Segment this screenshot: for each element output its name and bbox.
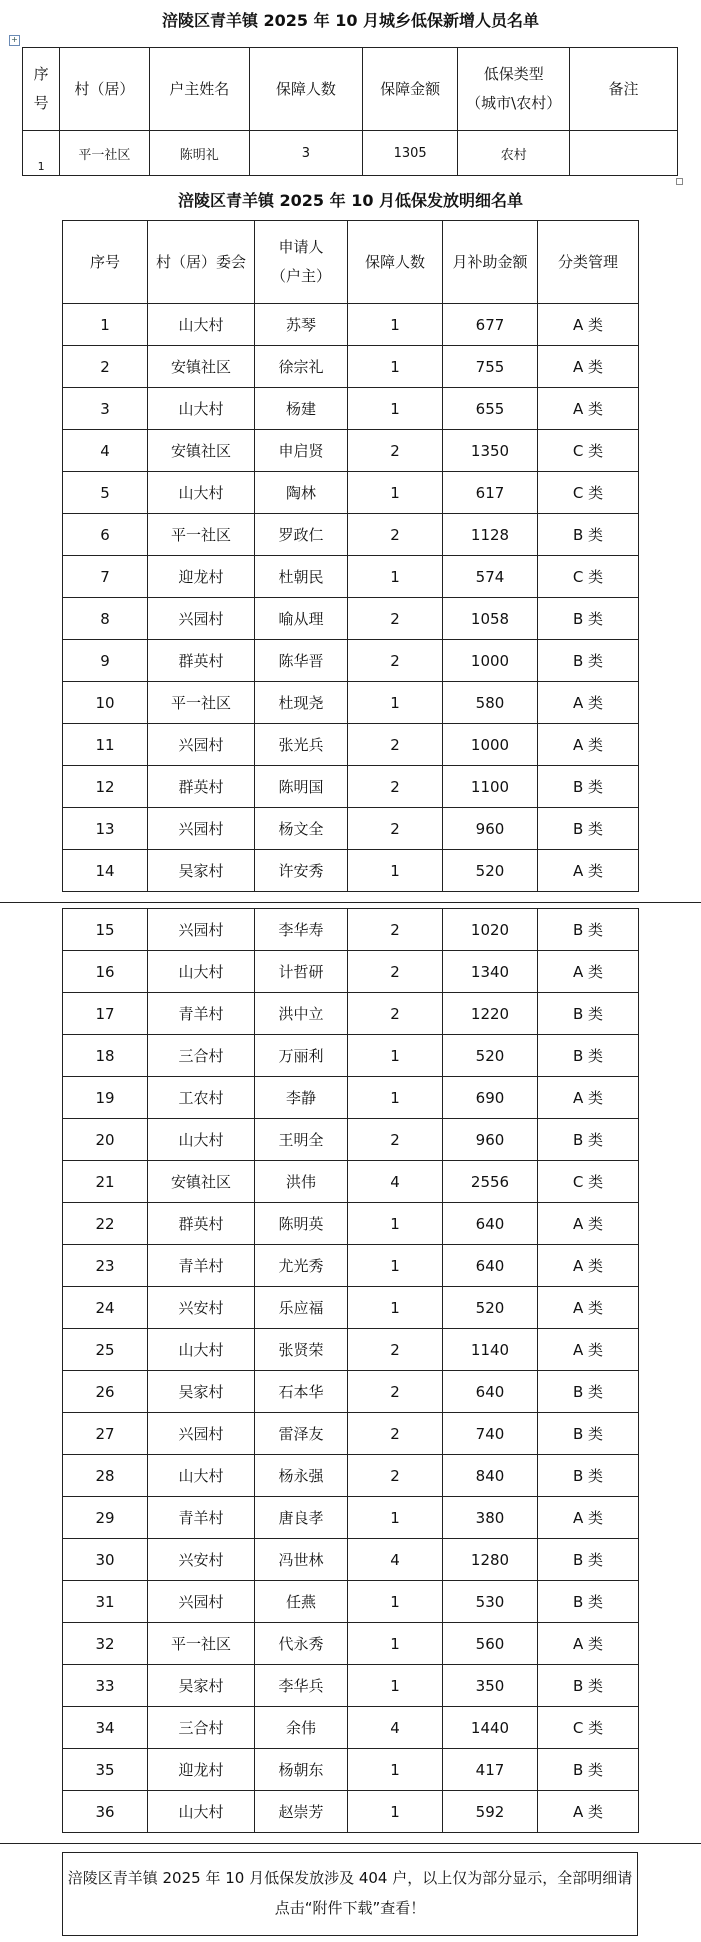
table-cell: 29 [63, 1497, 148, 1539]
table-cell: 19 [63, 1077, 148, 1119]
table-cell: C 类 [538, 430, 639, 472]
table-cell: 洪伟 [255, 1161, 348, 1203]
table-cell: 工农村 [148, 1077, 255, 1119]
table-cell: 吴家村 [148, 850, 255, 892]
table-cell: 兴园村 [148, 598, 255, 640]
table-cell: 群英村 [148, 1203, 255, 1245]
table-cell: 1 [348, 850, 443, 892]
table-cell: 兴安村 [148, 1287, 255, 1329]
table-cell: 15 [63, 909, 148, 951]
table-cell: A 类 [538, 1791, 639, 1833]
table-cell: 36 [63, 1791, 148, 1833]
table2-header-cell: 保障人数 [348, 221, 443, 304]
table2-header-cell: 分类管理 [538, 221, 639, 304]
table-cell: 2 [348, 1371, 443, 1413]
table-cell: 1 [348, 388, 443, 430]
table-cell: 2 [348, 951, 443, 993]
table-cell: 560 [443, 1623, 538, 1665]
table-cell: 520 [443, 1287, 538, 1329]
table-cell: B 类 [538, 1413, 639, 1455]
table-row [63, 1623, 639, 1665]
table1-header-cell: 保障金额 [362, 48, 458, 131]
table-cell: A 类 [538, 1203, 639, 1245]
table-cell: 3 [63, 388, 148, 430]
table-cell: 16 [63, 951, 148, 993]
table-cell: 苏琴 [255, 304, 348, 346]
table-cell: A 类 [538, 388, 639, 430]
table-cell: 640 [443, 1371, 538, 1413]
table-cell: A 类 [538, 951, 639, 993]
table-cell: 20 [63, 1119, 148, 1161]
table-cell: B 类 [538, 514, 639, 556]
table-cell: 2 [348, 808, 443, 850]
table-cell: 唐良孝 [255, 1497, 348, 1539]
table-cell: 安镇社区 [148, 1161, 255, 1203]
table-cell: 755 [443, 346, 538, 388]
table-cell: C 类 [538, 1161, 639, 1203]
table-cell: 平一社区 [148, 1623, 255, 1665]
table-cell: 1 [348, 472, 443, 514]
table1-header-cell: 低保类型 （城市\农村） [458, 48, 570, 131]
table-cell: 2 [348, 430, 443, 472]
table-cell: 张贤荣 [255, 1329, 348, 1371]
table-cell: 平一社区 [148, 682, 255, 724]
table-cell: B 类 [538, 766, 639, 808]
table-cell: 7 [63, 556, 148, 598]
table-cell: 690 [443, 1077, 538, 1119]
table-cell: 2 [348, 724, 443, 766]
table-row [63, 1371, 639, 1413]
table-cell: 李华寿 [255, 909, 348, 951]
table-cell: 26 [63, 1371, 148, 1413]
table-cell: 王明全 [255, 1119, 348, 1161]
table-cell: 杨永强 [255, 1455, 348, 1497]
table-cell: 34 [63, 1707, 148, 1749]
table-row [63, 1035, 639, 1077]
table-cell: 乐应福 [255, 1287, 348, 1329]
table-cell: 1 [348, 346, 443, 388]
table-row [63, 1749, 639, 1791]
table-cell: 1305 [362, 131, 458, 176]
table-cell: 574 [443, 556, 538, 598]
table-cell: 1 [63, 304, 148, 346]
table-row [63, 1539, 639, 1581]
table-cell: 2 [348, 909, 443, 951]
table-row [63, 1203, 639, 1245]
table-cell: 1140 [443, 1329, 538, 1371]
table-cell: 余伟 [255, 1707, 348, 1749]
table-row [63, 640, 639, 682]
table-cell: 2 [348, 1329, 443, 1371]
table-cell: 380 [443, 1497, 538, 1539]
table2-header-cell: 序号 [63, 221, 148, 304]
table-cell: 吴家村 [148, 1371, 255, 1413]
table-cell: 655 [443, 388, 538, 430]
table-cell: 840 [443, 1455, 538, 1497]
table-cell: 31 [63, 1581, 148, 1623]
table-cell: A 类 [538, 1329, 639, 1371]
table-row [63, 1329, 639, 1371]
table-cell: B 类 [538, 909, 639, 951]
table-row [63, 1791, 639, 1833]
table-cell: B 类 [538, 993, 639, 1035]
table-cell: 12 [63, 766, 148, 808]
table-cell: 洪中立 [255, 993, 348, 1035]
table-cell: 许安秀 [255, 850, 348, 892]
table-cell: B 类 [538, 1539, 639, 1581]
table-cell: 陈华晋 [255, 640, 348, 682]
table-cell: 平一社区 [60, 131, 149, 176]
table-row [63, 808, 639, 850]
table-cell: 1 [348, 1497, 443, 1539]
table-cell: 1 [348, 1749, 443, 1791]
table-cell: B 类 [538, 598, 639, 640]
table-cell: 2 [348, 514, 443, 556]
table-row [63, 1077, 639, 1119]
table-cell: 1 [348, 1245, 443, 1287]
table-row [63, 682, 639, 724]
table-cell: B 类 [538, 1749, 639, 1791]
table-cell: 2 [63, 346, 148, 388]
table-cell: 兴园村 [148, 724, 255, 766]
table-cell: 山大村 [148, 1329, 255, 1371]
table-cell: 杜朝民 [255, 556, 348, 598]
table-row [63, 1119, 639, 1161]
table-cell: 石本华 [255, 1371, 348, 1413]
table-cell: 吴家村 [148, 1665, 255, 1707]
table-row [63, 951, 639, 993]
table-cell: 1280 [443, 1539, 538, 1581]
table-cell: 22 [63, 1203, 148, 1245]
table-cell: 群英村 [148, 766, 255, 808]
table-cell: 1220 [443, 993, 538, 1035]
table-cell: 740 [443, 1413, 538, 1455]
footer-note: 涪陵区青羊镇 2025 年 10 月低保发放涉及 404 户，以上仅为部分显示，全部明细请点击“附件下载”查看！ [62, 1852, 638, 1936]
payment-details-table-page1 [62, 220, 639, 892]
table1-header-cell: 序 号 [23, 48, 60, 131]
table-cell: 640 [443, 1203, 538, 1245]
table-cell: 代永秀 [255, 1623, 348, 1665]
table-cell: 4 [63, 430, 148, 472]
table-row [63, 1455, 639, 1497]
new-recipients-table [22, 47, 678, 176]
table-cell: 3 [249, 131, 362, 176]
table-cell: 10 [63, 682, 148, 724]
table-cell: 杨建 [255, 388, 348, 430]
table-cell: 张光兵 [255, 724, 348, 766]
table-row [63, 724, 639, 766]
table-cell: 1340 [443, 951, 538, 993]
table-row [63, 388, 639, 430]
table-cell: B 类 [538, 1119, 639, 1161]
table-cell: 山大村 [148, 304, 255, 346]
table-cell: B 类 [538, 1665, 639, 1707]
table-move-handle-icon[interactable]: + [9, 35, 20, 46]
table-cell: C 类 [538, 1707, 639, 1749]
table-cell: 喻从理 [255, 598, 348, 640]
table-cell: 杜现尧 [255, 682, 348, 724]
table-cell: 陈明英 [255, 1203, 348, 1245]
table-cell: 520 [443, 850, 538, 892]
table-cell: 1 [348, 682, 443, 724]
table-cell: 尤光秀 [255, 1245, 348, 1287]
table-cell: C 类 [538, 556, 639, 598]
table1-header-cell: 保障人数 [249, 48, 362, 131]
table-cell: B 类 [538, 640, 639, 682]
table-cell: 2 [348, 1455, 443, 1497]
table-cell: 山大村 [148, 1791, 255, 1833]
table-cell: 2 [348, 993, 443, 1035]
table-cell: 13 [63, 808, 148, 850]
table-cell: B 类 [538, 1035, 639, 1077]
table-row [63, 1665, 639, 1707]
table-cell: B 类 [538, 1581, 639, 1623]
table-cell: 山大村 [148, 1455, 255, 1497]
table-cell: 8 [63, 598, 148, 640]
table-cell: 1 [348, 1665, 443, 1707]
table-row [63, 1497, 639, 1539]
table-cell: 5 [63, 472, 148, 514]
table-cell: 530 [443, 1581, 538, 1623]
table-cell: 2 [348, 640, 443, 682]
table-cell: 2 [348, 598, 443, 640]
table-cell: 群英村 [148, 640, 255, 682]
table-cell: 青羊村 [148, 1497, 255, 1539]
table-cell: 4 [348, 1161, 443, 1203]
table-row [63, 598, 639, 640]
table-cell: B 类 [538, 1455, 639, 1497]
table-cell: 兴园村 [148, 909, 255, 951]
table-cell: C 类 [538, 472, 639, 514]
table-cell: 安镇社区 [148, 346, 255, 388]
table-row [63, 1245, 639, 1287]
table2-title: 涪陵区青羊镇 2025 年 10 月低保发放明细名单 [177, 191, 524, 210]
table-cell: 青羊村 [148, 1245, 255, 1287]
table-cell: 28 [63, 1455, 148, 1497]
table-cell: A 类 [538, 1245, 639, 1287]
table-cell: 2 [348, 1119, 443, 1161]
table-cell: 1440 [443, 1707, 538, 1749]
table-cell: B 类 [538, 808, 639, 850]
table-cell: 1 [348, 1203, 443, 1245]
table-row [63, 1287, 639, 1329]
table-cell [570, 131, 678, 176]
table-cell: 1020 [443, 909, 538, 951]
table-cell: 24 [63, 1287, 148, 1329]
table-cell: 4 [348, 1707, 443, 1749]
table-cell: 安镇社区 [148, 430, 255, 472]
table-cell: 冯世林 [255, 1539, 348, 1581]
table-row [63, 472, 639, 514]
table-cell: A 类 [538, 346, 639, 388]
table-cell: 陈明礼 [149, 131, 249, 176]
table-cell: 1000 [443, 640, 538, 682]
table-cell: 杨朝东 [255, 1749, 348, 1791]
table-cell: 2 [348, 1413, 443, 1455]
table-cell: 520 [443, 1035, 538, 1077]
table2-header-row [63, 221, 639, 304]
table-cell: 11 [63, 724, 148, 766]
table-cell: 兴安村 [148, 1539, 255, 1581]
table-row [63, 766, 639, 808]
table-cell: 6 [63, 514, 148, 556]
table-cell: 33 [63, 1665, 148, 1707]
table-cell: 山大村 [148, 1119, 255, 1161]
table-cell: 617 [443, 472, 538, 514]
table-cell: 罗政仁 [255, 514, 348, 556]
table-cell: A 类 [538, 724, 639, 766]
table2-header-cell: 月补助金额 [443, 221, 538, 304]
table-cell: 李华兵 [255, 1665, 348, 1707]
table2-header-cell: 村（居）委会 [148, 221, 255, 304]
table-cell: 21 [63, 1161, 148, 1203]
table-cell: 23 [63, 1245, 148, 1287]
table-cell: 雷泽友 [255, 1413, 348, 1455]
table-cell: 迎龙村 [148, 556, 255, 598]
table-cell: 1 [348, 1287, 443, 1329]
table-cell: 30 [63, 1539, 148, 1581]
table-cell: 580 [443, 682, 538, 724]
table-cell: 35 [63, 1749, 148, 1791]
table-cell: 李静 [255, 1077, 348, 1119]
table-cell: 农村 [458, 131, 570, 176]
table-resize-handle[interactable] [676, 178, 683, 185]
table-cell: 1 [348, 1791, 443, 1833]
table-cell: 14 [63, 850, 148, 892]
table-cell: 三合村 [148, 1035, 255, 1077]
table-cell: A 类 [538, 1497, 639, 1539]
table-cell: 960 [443, 808, 538, 850]
table-row [63, 1413, 639, 1455]
table-cell: 赵崇芳 [255, 1791, 348, 1833]
table-cell: 青羊村 [148, 993, 255, 1035]
table-cell: 1 [348, 1077, 443, 1119]
table-cell: B 类 [538, 1371, 639, 1413]
table-row [63, 430, 639, 472]
table-cell: 27 [63, 1413, 148, 1455]
table-cell: 25 [63, 1329, 148, 1371]
table-cell: A 类 [538, 682, 639, 724]
table-cell: 677 [443, 304, 538, 346]
table-cell: 640 [443, 1245, 538, 1287]
table1-header-cell: 备注 [570, 48, 678, 131]
table-cell: 山大村 [148, 472, 255, 514]
table-row [63, 514, 639, 556]
table-cell: 1058 [443, 598, 538, 640]
table-cell: 9 [63, 640, 148, 682]
table-cell: A 类 [538, 304, 639, 346]
table-cell: 1 [348, 1035, 443, 1077]
table-cell: 兴园村 [148, 808, 255, 850]
table-cell: 杨文全 [255, 808, 348, 850]
table-row [63, 1161, 639, 1203]
table-row [63, 993, 639, 1035]
table-cell: 2556 [443, 1161, 538, 1203]
table-cell: 申启贤 [255, 430, 348, 472]
table-cell: A 类 [538, 850, 639, 892]
table-cell: 陶林 [255, 472, 348, 514]
table2-header-cell: 申请人 （户主） [255, 221, 348, 304]
table-cell: A 类 [538, 1287, 639, 1329]
table1-title: 涪陵区青羊镇 2025 年 10 月城乡低保新增人员名单 [161, 11, 540, 30]
table-cell: 1100 [443, 766, 538, 808]
table-cell: 徐宗礼 [255, 346, 348, 388]
table1-header-cell: 户主姓名 [149, 48, 249, 131]
table-cell: 350 [443, 1665, 538, 1707]
table-cell: 任燕 [255, 1581, 348, 1623]
table-cell: A 类 [538, 1077, 639, 1119]
table-row [63, 346, 639, 388]
table-row [23, 131, 678, 176]
table-cell: 2 [348, 766, 443, 808]
table-cell: 4 [348, 1539, 443, 1581]
table-cell: 32 [63, 1623, 148, 1665]
table-cell: 1 [348, 556, 443, 598]
table-cell: 1350 [443, 430, 538, 472]
table-cell: 陈明国 [255, 766, 348, 808]
table-cell: 1128 [443, 514, 538, 556]
table-cell: 万丽利 [255, 1035, 348, 1077]
table-cell: 兴园村 [148, 1581, 255, 1623]
table-cell: 兴园村 [148, 1413, 255, 1455]
table-cell: 417 [443, 1749, 538, 1791]
table-cell: 17 [63, 993, 148, 1035]
table-cell: 1 [348, 1623, 443, 1665]
table-cell: 18 [63, 1035, 148, 1077]
table-cell: 960 [443, 1119, 538, 1161]
table-cell: 迎龙村 [148, 1749, 255, 1791]
table-cell: 1 [348, 1581, 443, 1623]
page-break-line [0, 902, 701, 903]
table-cell: 592 [443, 1791, 538, 1833]
table-cell: 平一社区 [148, 514, 255, 556]
table-cell: 山大村 [148, 951, 255, 993]
table-row [63, 1581, 639, 1623]
table-cell: 计哲研 [255, 951, 348, 993]
table-cell: 1 [23, 131, 60, 176]
table-cell: 1 [348, 304, 443, 346]
table1-header-row [23, 48, 678, 131]
table-row [63, 304, 639, 346]
table-cell: 山大村 [148, 388, 255, 430]
table-row [63, 909, 639, 951]
table-row [63, 556, 639, 598]
table1-header-cell: 村（居） [60, 48, 149, 131]
table-row [63, 850, 639, 892]
payment-details-table-page2 [62, 908, 639, 1833]
table-cell: 三合村 [148, 1707, 255, 1749]
page-break-line [0, 1843, 701, 1844]
table-cell: A 类 [538, 1623, 639, 1665]
table-row [63, 1707, 639, 1749]
table-cell: 1000 [443, 724, 538, 766]
